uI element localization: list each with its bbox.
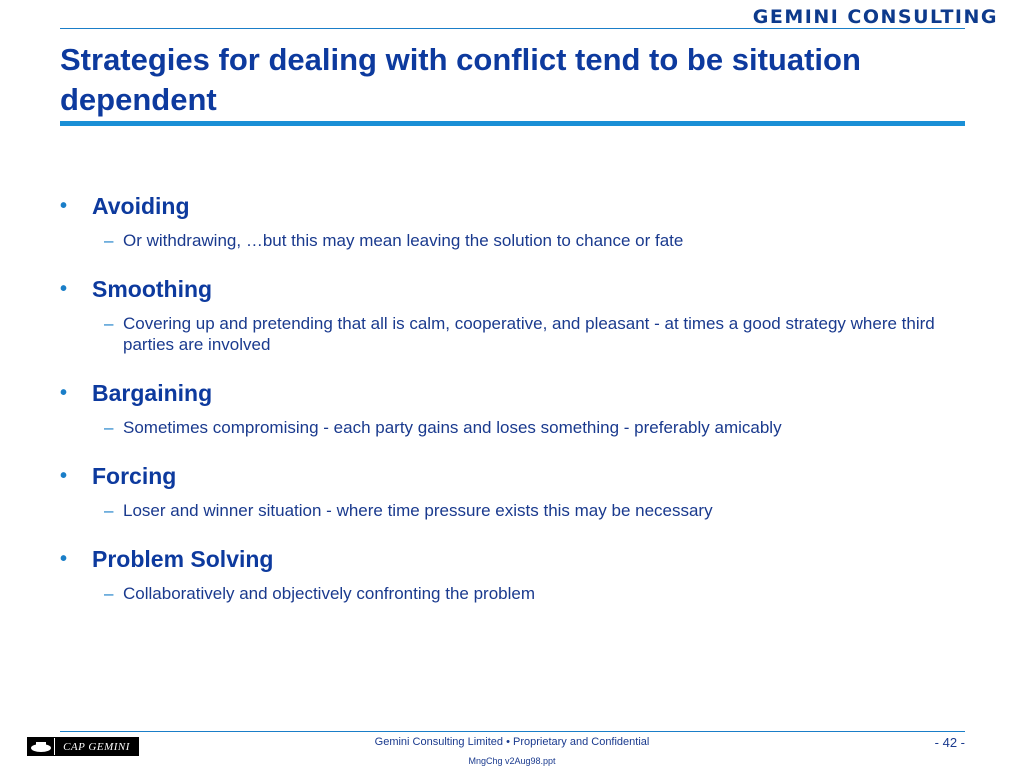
- dash-icon: –: [104, 584, 114, 603]
- bullet-dot-icon: •: [60, 278, 68, 300]
- bullet-dot-icon: •: [60, 548, 68, 570]
- bullet-item-smoothing: [60, 275, 965, 355]
- bullet-detail-text: Covering up and pretending that all is calm, cooperative, and pleasant - at times a good strategy where third parties are involved: [123, 314, 935, 354]
- dash-icon: –: [104, 231, 114, 250]
- footer-confidential: Gemini Consulting Limited • Proprietary and Confidential: [374, 736, 650, 748]
- bullet-list: [60, 192, 965, 628]
- bullet-heading: [60, 379, 965, 407]
- bullet-heading-text: Smoothing: [92, 276, 213, 302]
- bullet-detail-text: Sometimes compromising - each party gains and loses something - preferably amicably: [123, 418, 782, 437]
- brand-logo: GEMINI CONSULTING: [752, 6, 998, 28]
- title-underline: [60, 121, 965, 126]
- bullet-item-forcing: [60, 462, 965, 521]
- bullet-detail: [60, 500, 965, 521]
- bullet-heading: [60, 192, 965, 220]
- page-number: - 42 -: [934, 735, 965, 750]
- bottom-rule: [60, 731, 965, 732]
- bullet-heading: [60, 462, 965, 490]
- bullet-detail-text: Loser and winner situation - where time pressure exists this may be necessary: [123, 501, 713, 520]
- bullet-detail: [60, 230, 965, 251]
- footer-filename: MngChg v2Aug98.ppt: [468, 756, 556, 766]
- bullet-dot-icon: •: [60, 382, 68, 404]
- bullet-heading: [60, 275, 965, 303]
- bullet-heading-text: Forcing: [92, 463, 177, 489]
- bullet-detail: [60, 583, 965, 604]
- bullet-item-bargaining: [60, 379, 965, 438]
- bullet-detail-text: Collaboratively and objectively confronting the problem: [123, 584, 536, 603]
- bullet-heading-text: Bargaining: [92, 380, 213, 406]
- bullet-heading: [60, 545, 965, 573]
- bullet-dot-icon: •: [60, 195, 68, 217]
- cap-gemini-logo-text: CAP GEMINI: [54, 738, 138, 755]
- bullet-item-avoiding: [60, 192, 965, 251]
- bullet-item-problem-solving: [60, 545, 965, 604]
- slide-title: Strategies for dealing with conflict tend to be situation dependent: [60, 42, 861, 117]
- dash-icon: –: [104, 418, 114, 437]
- bullet-detail: [60, 313, 965, 355]
- top-rule: [60, 28, 965, 29]
- bullet-dot-icon: •: [60, 465, 68, 487]
- bullet-heading-text: Problem Solving: [92, 546, 274, 572]
- bullet-heading-text: Avoiding: [92, 193, 190, 219]
- dash-icon: –: [104, 314, 114, 333]
- bullet-detail: [60, 417, 965, 438]
- dash-icon: –: [104, 501, 114, 520]
- bullet-detail-text: Or withdrawing, …but this may mean leaving the solution to chance or fate: [123, 231, 684, 250]
